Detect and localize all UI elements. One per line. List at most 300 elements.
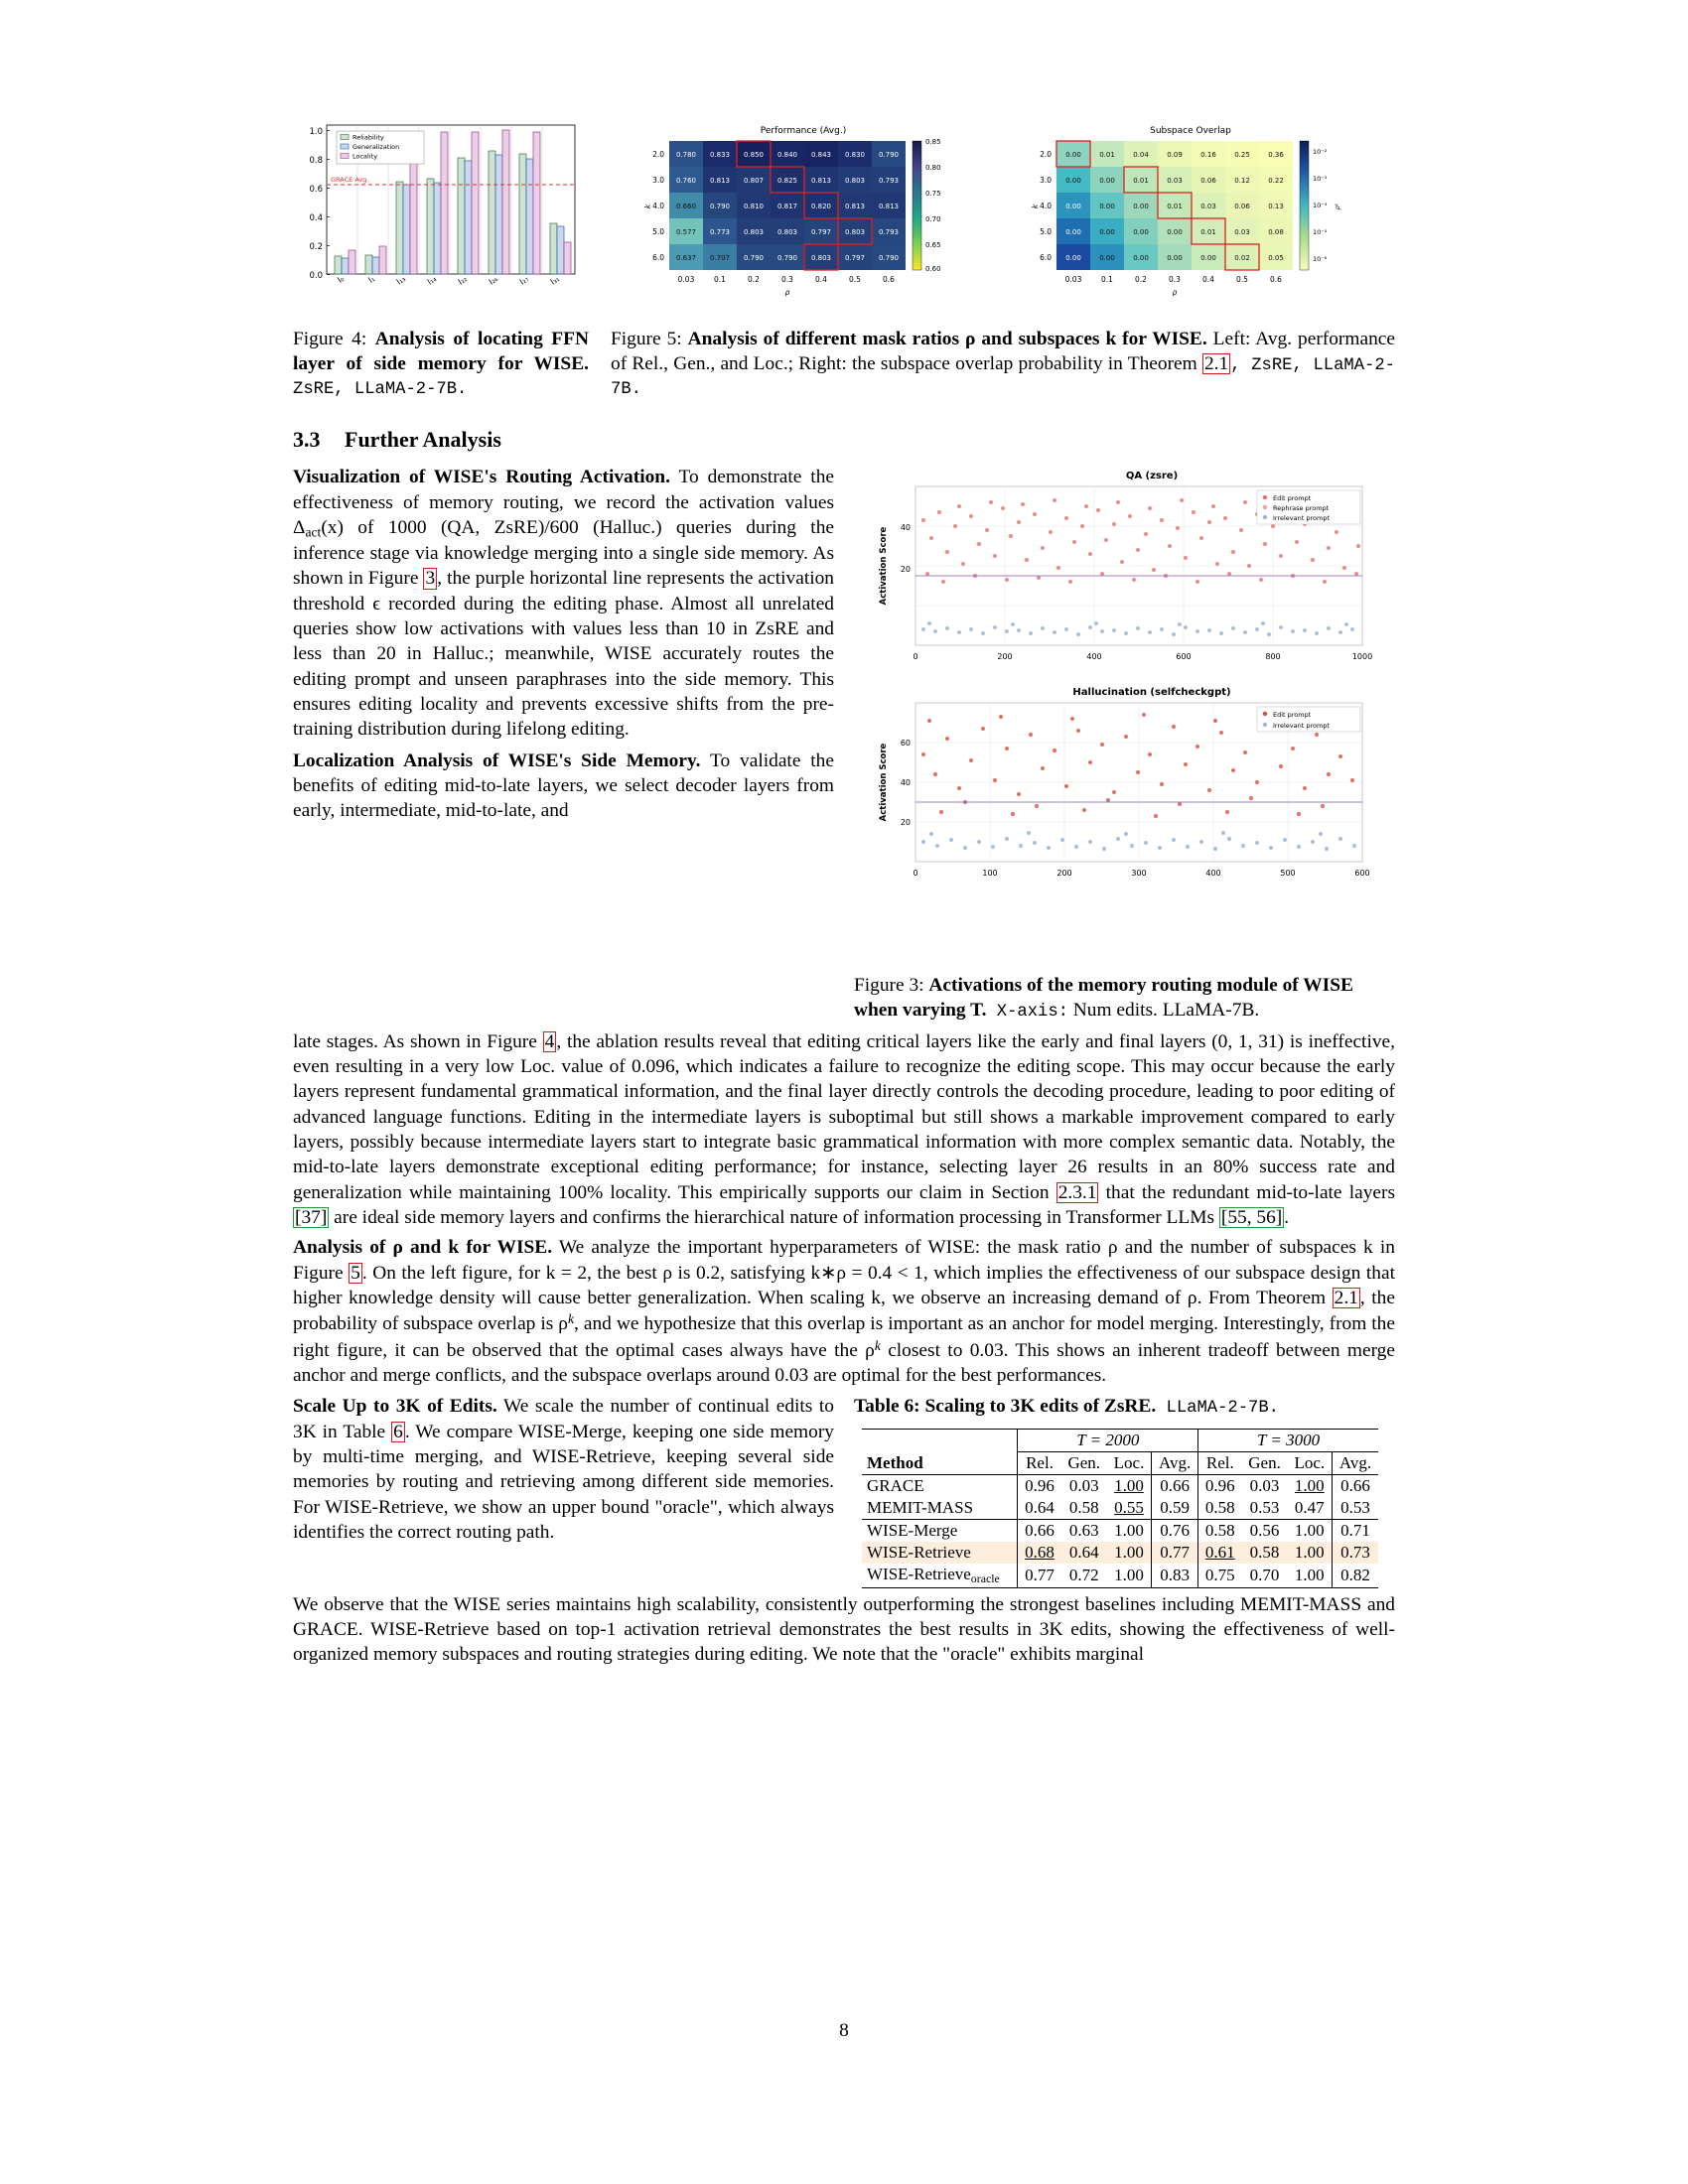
p1-text-b: (x) of 1000 (QA, ZsRE)/600 (Halluc.) queries during the inference stage via knowledge merging into a single side memory. As shown in Figure xyxy=(293,516,834,590)
fig3-bottom-legend xyxy=(1257,707,1360,732)
figure-4-svg xyxy=(293,119,591,318)
svg-text:l₃₁: l₃₁ xyxy=(548,274,562,287)
fig5-right-title: Subspace Overlap xyxy=(1150,126,1231,136)
figure-4-caption-bold: Analysis of locating FFN layer of side memory for WISE. xyxy=(293,329,589,374)
p3-text-d: , and we hypothesize that this overlap is important as an anchor for model merging. Interestingly, from the right figure, it can be observed that the optimal cases always have the ρ xyxy=(293,1313,1395,1361)
svg-text:Rephrase prompt: Rephrase prompt xyxy=(1273,504,1330,513)
svg-text:40: 40 xyxy=(900,778,911,788)
svg-text:4.0: 4.0 xyxy=(652,202,664,210)
p2-text-d: that the redundant mid-to-late layers xyxy=(1098,1181,1395,1203)
svg-text:Activation Score: Activation Score xyxy=(879,527,889,606)
svg-text:0.00: 0.00 xyxy=(1099,254,1115,262)
svg-text:0.00: 0.00 xyxy=(1065,254,1081,262)
svg-text:0.3: 0.3 xyxy=(1169,275,1181,284)
svg-text:0.1: 0.1 xyxy=(1101,275,1113,284)
cell: 0.58 xyxy=(1068,1497,1099,1517)
svg-text:0.16: 0.16 xyxy=(1200,151,1216,159)
figure-3-caption-bold: Activations of the memory routing module of WISE when varying T. xyxy=(854,975,1353,1021)
figure-3-svg xyxy=(854,465,1395,966)
svg-text:0.03: 0.03 xyxy=(1064,275,1082,284)
svg-text:0.813: 0.813 xyxy=(709,177,731,185)
cell: 0.75 xyxy=(1198,1564,1242,1587)
p4-heading: Scale Up to 3K of Edits. xyxy=(293,1396,497,1418)
section-231-ref-link[interactable]: 2.3.1 xyxy=(1057,1181,1097,1203)
th-loc-2: Loc. xyxy=(1294,1452,1326,1472)
table-row xyxy=(862,1497,1378,1520)
table6-block xyxy=(293,1394,1395,1587)
svg-text:0.25: 0.25 xyxy=(1234,151,1250,159)
svg-text:0.03: 0.03 xyxy=(1200,203,1216,210)
citation-37-link[interactable]: [37] xyxy=(295,1207,328,1228)
svg-text:l₁₃: l₁₃ xyxy=(394,274,408,287)
svg-text:Edit prompt: Edit prompt xyxy=(1273,711,1312,720)
paragraph-localization-start xyxy=(293,749,834,824)
svg-text:0.6: 0.6 xyxy=(1270,275,1282,284)
svg-text:0.773: 0.773 xyxy=(709,228,731,236)
svg-text:0.00: 0.00 xyxy=(1167,254,1183,262)
cell: 0.76 xyxy=(1152,1519,1198,1542)
svg-text:0.00: 0.00 xyxy=(1065,177,1081,185)
svg-text:Activation Score: Activation Score xyxy=(879,744,889,822)
svg-text:0.5: 0.5 xyxy=(1236,275,1248,284)
svg-text:0: 0 xyxy=(913,652,918,662)
svg-text:0.00: 0.00 xyxy=(1133,228,1149,236)
svg-text:0.803: 0.803 xyxy=(844,177,866,185)
paper-page xyxy=(293,119,1395,1668)
cell: 1.00 xyxy=(1114,1542,1144,1562)
svg-text:200: 200 xyxy=(1056,869,1072,879)
svg-text:2.0: 2.0 xyxy=(652,150,664,159)
svg-text:0.4: 0.4 xyxy=(309,213,323,223)
fig5-left-heatmap xyxy=(669,141,906,270)
cell: 1.00 xyxy=(1107,1519,1152,1542)
table6-group-t2000: T = 2000 xyxy=(1018,1429,1198,1451)
cell: 0.70 xyxy=(1241,1564,1287,1587)
figure-3-caption-tt: X-axis: xyxy=(986,1002,1068,1022)
svg-text:0.2: 0.2 xyxy=(1135,275,1147,284)
row-method: WISE-Retrieve xyxy=(867,1542,971,1562)
svg-text:l₀: l₀ xyxy=(336,274,347,285)
svg-text:0.12: 0.12 xyxy=(1234,177,1250,185)
table6-method-header: Method xyxy=(862,1429,1018,1474)
svg-text:300: 300 xyxy=(1131,869,1147,879)
table-row xyxy=(862,1474,1378,1497)
cell: 1.00 xyxy=(1107,1474,1152,1497)
table6-caption-tt: LLaMA-2-7B. xyxy=(1156,1399,1279,1419)
cell: 0.71 xyxy=(1332,1519,1378,1542)
svg-text:l₂₂: l₂₂ xyxy=(456,274,470,287)
svg-text:Reliability: Reliability xyxy=(352,133,384,142)
cell: 0.68 xyxy=(1018,1542,1061,1564)
cell: 0.59 xyxy=(1152,1497,1198,1520)
svg-text:0.00: 0.00 xyxy=(1099,177,1115,185)
cell: 1.00 xyxy=(1288,1519,1333,1542)
p3-text-e: closest to 0.03. This shows an inherent tradeoff between merge anchor and merge conflicts, and the subspace overlaps around 0.03 are optimal for the best performances. xyxy=(293,1339,1395,1387)
p4-text-a: We scale the number of continual edits to 3K in Table xyxy=(293,1396,834,1442)
svg-text:0.00: 0.00 xyxy=(1133,203,1149,210)
svg-text:0.803: 0.803 xyxy=(743,228,765,236)
svg-text:ρ: ρ xyxy=(1172,288,1178,297)
p2-text-a: To validate the benefits of editing mid-to-late layers, we select decoder layers from early, intermediate, mid-to-late, and xyxy=(293,750,834,822)
svg-text:4.0: 4.0 xyxy=(1040,202,1052,210)
figure-3-column xyxy=(854,465,1395,1023)
svg-text:k: k xyxy=(1031,204,1040,209)
figure-5-caption-rest-1: Left: Avg. performance of Rel., Gen., and Loc.; Right: the subspace overlap probability in Theorem xyxy=(611,329,1395,374)
cell: 0.03 xyxy=(1061,1474,1107,1497)
svg-text:0.05: 0.05 xyxy=(1268,254,1284,262)
svg-text:10⁻⁵: 10⁻⁵ xyxy=(1313,228,1328,236)
row-method xyxy=(862,1564,1018,1587)
svg-text:0.65: 0.65 xyxy=(925,241,941,249)
table6-caption xyxy=(854,1394,1395,1420)
section-title: Further Analysis xyxy=(345,427,501,453)
svg-text:0.00: 0.00 xyxy=(1200,254,1216,262)
cell: 0.53 xyxy=(1332,1497,1378,1520)
svg-text:3.0: 3.0 xyxy=(652,176,664,185)
svg-text:0.09: 0.09 xyxy=(1167,151,1183,159)
figure3-ref-link[interactable]: 3 xyxy=(425,568,436,590)
th-loc-1: Loc. xyxy=(1113,1452,1145,1472)
svg-text:l₂₆: l₂₆ xyxy=(487,274,500,287)
left-text-column xyxy=(293,465,834,823)
svg-text:0: 0 xyxy=(913,869,918,879)
svg-text:3.0: 3.0 xyxy=(1040,176,1052,185)
table-row-highlighted xyxy=(862,1542,1378,1564)
cell: 1.00 xyxy=(1294,1542,1325,1562)
svg-text:ρ: ρ xyxy=(784,288,790,297)
cell: 0.47 xyxy=(1294,1497,1325,1517)
p2-text-b: late stages. As shown in Figure xyxy=(293,1030,543,1052)
p4-text-b: . We compare WISE-Merge, keeping one side memory by multi-time merging, and WISE-Retrieve, keeping several side memories by routing and retrieving among different side memories. For WISE-Retrieve, we show an upper bound "oracle", which always identifies the correct routing path. xyxy=(293,1421,834,1543)
p3-sup-k2: k xyxy=(874,1337,881,1353)
svg-text:0.00: 0.00 xyxy=(1099,228,1115,236)
scale-up-text xyxy=(293,1394,834,1545)
cell: 0.82 xyxy=(1332,1564,1378,1587)
p2-text-e: are ideal side memory layers and confirms the hierarchical nature of information processing in Transformer LLMs xyxy=(329,1207,1219,1228)
p2-heading: Localization Analysis of WISE's Side Memory. xyxy=(293,750,701,771)
svg-text:0.825: 0.825 xyxy=(776,177,798,185)
svg-text:0.797: 0.797 xyxy=(844,254,866,262)
svg-text:0.06: 0.06 xyxy=(1234,203,1250,210)
cell: 0.77 xyxy=(1152,1542,1198,1564)
svg-text:0.813: 0.813 xyxy=(844,203,866,210)
figure-4-caption xyxy=(293,328,589,401)
fig5-left-title: Performance (Avg.) xyxy=(760,126,847,136)
svg-text:Locality: Locality xyxy=(352,152,378,161)
svg-text:0.790: 0.790 xyxy=(878,254,900,262)
figure-4-label: Figure 4: xyxy=(293,329,367,349)
fig3-bottom-title: Hallucination (selfcheckgpt) xyxy=(1072,687,1231,699)
svg-text:1.0: 1.0 xyxy=(309,127,323,137)
row-method: WISE-Merge xyxy=(862,1519,1018,1542)
svg-text:0.817: 0.817 xyxy=(776,203,798,210)
section-number: 3.3 xyxy=(293,427,321,453)
svg-text:0.577: 0.577 xyxy=(675,228,697,236)
row-method: GRACE xyxy=(862,1474,1018,1497)
th-rel-1: Rel. xyxy=(1018,1451,1061,1474)
svg-text:Irrelevant prompt: Irrelevant prompt xyxy=(1273,722,1331,731)
p1-text-c: , the purple horizontal line represents the activation threshold ϵ recorded during the editing phase. Almost all unrelated queries show low activations with values less than 10 in ZsRE and less than 20 in Halluc.; meanwhile, WISE accurately routes the editing prompt and unseen paraphrases into the side memory. This ensures editing locality and prevents excessive shifts from the pre-training distribution during lifelong editing. xyxy=(293,568,835,741)
svg-text:0.793: 0.793 xyxy=(878,228,900,236)
svg-text:0.803: 0.803 xyxy=(776,228,798,236)
cell: 0.61 xyxy=(1198,1542,1242,1564)
svg-text:0.6: 0.6 xyxy=(883,275,895,284)
svg-text:0.833: 0.833 xyxy=(709,151,731,159)
svg-text:0.70: 0.70 xyxy=(925,215,941,223)
cell: 0.58 xyxy=(1198,1497,1242,1520)
p3-heading: Analysis of ρ and k for WISE. xyxy=(293,1237,553,1259)
svg-text:0.793: 0.793 xyxy=(878,177,900,185)
svg-text:6.0: 6.0 xyxy=(1040,253,1052,262)
fig5-right-heatmap xyxy=(1056,141,1293,270)
table6-caption-bold: Scaling to 3K edits of ZsRE. xyxy=(919,1396,1157,1418)
p3-text-b: . On the left figure, for k = 2, the best ρ is 0.2, satisfying k∗ρ = 0.4 < 1, which implies the effectiveness of our subspace design that higher knowledge density will cause better generalization. When scaling k, we observe an increasing demand of ρ. From Theorem xyxy=(293,1262,1395,1308)
cell: 0.77 xyxy=(1018,1564,1061,1587)
figure-4-caption-rest: ZsRE, LLaMA-2-7B. xyxy=(293,380,468,400)
svg-text:0.03: 0.03 xyxy=(1167,177,1183,185)
p1-subscript: act xyxy=(305,524,322,540)
svg-text:0.22: 0.22 xyxy=(1268,177,1284,185)
svg-text:600: 600 xyxy=(1354,869,1370,879)
table6 xyxy=(862,1429,1378,1588)
table6-group-header-row xyxy=(862,1429,1378,1451)
p1-text-a: To demonstrate the effectiveness of memory routing, we record the activation values Δ xyxy=(293,467,834,538)
svg-text:0.00: 0.00 xyxy=(1133,254,1149,262)
svg-text:0.85: 0.85 xyxy=(925,138,941,146)
svg-text:0.790: 0.790 xyxy=(878,151,900,159)
svg-text:0.03: 0.03 xyxy=(1234,228,1250,236)
svg-text:0.790: 0.790 xyxy=(743,254,765,262)
svg-text:0.08: 0.08 xyxy=(1268,228,1284,236)
p3-sup-k: k xyxy=(567,1311,575,1327)
p3-text-a: We analyze the important hyperparameters of WISE: the mask ratio ρ and the number of subspaces k in Figure xyxy=(293,1237,1395,1284)
svg-text:0.06: 0.06 xyxy=(1200,177,1216,185)
body-closing-paragraph xyxy=(293,1592,1395,1668)
figure-3-caption xyxy=(854,974,1395,1023)
svg-text:0.03: 0.03 xyxy=(677,275,695,284)
svg-text:0.790: 0.790 xyxy=(776,254,798,262)
svg-text:0.2: 0.2 xyxy=(748,275,760,284)
th-avg-1: Avg. xyxy=(1152,1451,1198,1474)
svg-text:0.850: 0.850 xyxy=(743,151,765,159)
svg-text:0.0: 0.0 xyxy=(309,271,323,281)
svg-text:40: 40 xyxy=(900,523,911,533)
figure-5-caption-rest-2: , ZsRE, LLaMA-2-7B. xyxy=(611,355,1395,400)
svg-text:60: 60 xyxy=(900,739,911,749)
svg-text:k: k xyxy=(643,204,652,209)
table6-group-t3000: T = 3000 xyxy=(1198,1429,1378,1451)
svg-text:0.813: 0.813 xyxy=(878,203,900,210)
cell: 0.53 xyxy=(1249,1497,1280,1517)
svg-text:0.80: 0.80 xyxy=(925,164,941,172)
svg-text:0.01: 0.01 xyxy=(1167,203,1183,210)
svg-text:0.00: 0.00 xyxy=(1065,203,1081,210)
svg-text:0.6: 0.6 xyxy=(309,185,323,195)
svg-text:0.843: 0.843 xyxy=(810,151,832,159)
svg-text:0.75: 0.75 xyxy=(925,190,941,198)
cell: 1.00 xyxy=(1107,1564,1152,1587)
p5-text: We observe that the WISE series maintains high scalability, consistently outperforming the strongest baselines including MEMIT-MASS and GRACE. WISE-Retrieve based on top-1 activation retrieval demonstrates the best results in 3K edits, showing the effectiveness of well-organized memory subspaces and routing strategies during editing. We note that the "oracle" exhibits marginal xyxy=(293,1593,1395,1666)
cell: 0.66 xyxy=(1152,1474,1198,1497)
svg-text:Generalization: Generalization xyxy=(352,143,400,151)
svg-text:Irrelevant prompt: Irrelevant prompt xyxy=(1273,514,1331,523)
svg-text:0.04: 0.04 xyxy=(1133,151,1149,159)
svg-text:0.36: 0.36 xyxy=(1268,151,1284,159)
cell: 0.73 xyxy=(1332,1542,1378,1564)
svg-text:0.01: 0.01 xyxy=(1200,228,1216,236)
svg-text:0.4: 0.4 xyxy=(815,275,827,284)
svg-text:20: 20 xyxy=(900,818,911,828)
svg-text:0.60: 0.60 xyxy=(925,265,941,273)
svg-text:0.830: 0.830 xyxy=(844,151,866,159)
cell: 0.64 xyxy=(1068,1542,1099,1562)
cell: 0.66 xyxy=(1018,1519,1061,1542)
svg-text:ρᵏ: ρᵏ xyxy=(1334,203,1341,210)
svg-text:0.780: 0.780 xyxy=(675,151,697,159)
section-heading xyxy=(293,427,1395,453)
cell: 0.58 xyxy=(1198,1519,1242,1542)
figure5-ref-link[interactable]: 5 xyxy=(351,1262,360,1284)
svg-text:Edit prompt: Edit prompt xyxy=(1273,494,1312,503)
page-number: 8 xyxy=(839,2020,849,2041)
svg-text:5.0: 5.0 xyxy=(652,227,664,236)
svg-text:2.0: 2.0 xyxy=(1040,150,1052,159)
fig3-top-title: QA (zsre) xyxy=(1125,471,1179,482)
cell: 0.56 xyxy=(1241,1519,1287,1542)
figure4-ref-link[interactable]: 4 xyxy=(544,1030,555,1052)
cell: 0.55 xyxy=(1114,1497,1144,1517)
row-method: MEMIT-MASS xyxy=(867,1497,974,1517)
figure-3-caption-rest: Num edits. LLaMA-7B. xyxy=(1067,999,1260,1021)
svg-text:10⁻²: 10⁻² xyxy=(1313,148,1328,156)
svg-text:100: 100 xyxy=(982,869,998,879)
svg-text:0.00: 0.00 xyxy=(1065,228,1081,236)
figure-3-label: Figure 3: xyxy=(854,975,924,997)
svg-text:0.00: 0.00 xyxy=(1167,228,1183,236)
cell: 0.83 xyxy=(1152,1564,1198,1587)
svg-text:0.01: 0.01 xyxy=(1099,151,1115,159)
cell: 0.96 xyxy=(1198,1474,1242,1497)
p1-heading: Visualization of WISE's Routing Activation. xyxy=(293,467,670,488)
svg-text:0.790: 0.790 xyxy=(709,203,731,210)
svg-text:200: 200 xyxy=(997,652,1013,662)
svg-text:0.820: 0.820 xyxy=(810,203,832,210)
svg-text:800: 800 xyxy=(1265,652,1281,662)
svg-text:0.760: 0.760 xyxy=(675,177,697,185)
p2-text-c: , the ablation results reveal that editing critical layers like the early and final layers (0, 1, 31) is ineffective, even resulting in a very low Loc. value of 0.096, which indicates a failure to recognize the editing scope. This may occur because the early layers represent fundamental grammatical information, and the final layer directly controls the decoding procedure, leading to poor editing of advanced language functions. Editing in the intermediate layers is suboptimal but still shows a markable improvement compared to early layers, possibly because intermediate layers start to integrate basic grammatical information with more complex semantic data. Notably, the mid-to-late layers demonstrate exceptional editing performance; for instance, selecting layer 26 results in an 80% success rate and generalization while maintaining 100% locality. This empirically supports our claim in Section xyxy=(293,1030,1395,1203)
svg-text:0.8: 0.8 xyxy=(309,156,323,166)
svg-text:10⁻³: 10⁻³ xyxy=(1313,175,1328,183)
svg-text:0.803: 0.803 xyxy=(810,254,832,262)
cell: 1.00 xyxy=(1288,1564,1333,1587)
cell: 1.00 xyxy=(1288,1474,1333,1497)
theorem-21-ref-link[interactable]: 2.1 xyxy=(1334,1287,1358,1308)
svg-text:0.13: 0.13 xyxy=(1268,203,1284,210)
svg-text:5.0: 5.0 xyxy=(1040,227,1052,236)
figure-5-label: Figure 5: xyxy=(611,329,682,349)
svg-text:600: 600 xyxy=(1176,652,1192,662)
svg-text:0.4: 0.4 xyxy=(1202,275,1214,284)
svg-text:0.813: 0.813 xyxy=(810,177,832,185)
svg-text:400: 400 xyxy=(1205,869,1221,879)
svg-text:500: 500 xyxy=(1280,869,1296,879)
svg-text:0.1: 0.1 xyxy=(714,275,726,284)
figure-5-caption-bold: Analysis of different mask ratios ρ and subspaces k for WISE. xyxy=(687,329,1207,349)
th-avg-2: Avg. xyxy=(1332,1451,1378,1474)
svg-text:0.797: 0.797 xyxy=(810,228,832,236)
svg-text:0.807: 0.807 xyxy=(743,177,765,185)
svg-text:400: 400 xyxy=(1086,652,1102,662)
p3-text-c: , the probability of subspace overlap is ρ xyxy=(293,1287,1395,1335)
svg-text:0.840: 0.840 xyxy=(776,151,798,159)
figure-5-caption xyxy=(611,328,1395,401)
cell: 0.72 xyxy=(1061,1564,1107,1587)
figure-4-chart xyxy=(293,119,591,318)
svg-text:0.707: 0.707 xyxy=(709,254,731,262)
row-method-subscript: oracle xyxy=(970,1570,1000,1585)
svg-text:0.2: 0.2 xyxy=(309,242,323,252)
paragraph-routing-activation xyxy=(293,465,834,742)
row-method-label: WISE-Retrieve xyxy=(867,1564,971,1583)
table6-label: Table 6: xyxy=(854,1396,920,1418)
table-row xyxy=(862,1519,1378,1542)
svg-text:0.660: 0.660 xyxy=(675,203,697,210)
figure-captions xyxy=(293,328,1395,401)
cell: 0.03 xyxy=(1241,1474,1287,1497)
text-and-figure3 xyxy=(293,465,1395,1023)
cell: 0.58 xyxy=(1249,1542,1280,1562)
theorem-ref-link[interactable]: 2.1 xyxy=(1203,352,1229,374)
p2-text-f: . xyxy=(1284,1207,1290,1228)
svg-text:l₁₄: l₁₄ xyxy=(425,274,439,287)
fig3-top-legend xyxy=(1257,490,1360,524)
th-gen-2: Gen. xyxy=(1248,1452,1281,1472)
svg-text:l₁: l₁ xyxy=(366,274,377,285)
svg-text:20: 20 xyxy=(900,565,911,575)
svg-text:0.803: 0.803 xyxy=(844,228,866,236)
figures-row xyxy=(293,119,1395,318)
svg-text:0.810: 0.810 xyxy=(743,203,765,210)
cell: 0.96 xyxy=(1018,1474,1061,1497)
th-rel-2: Rel. xyxy=(1198,1451,1242,1474)
svg-text:0.01: 0.01 xyxy=(1133,177,1149,185)
svg-text:6.0: 6.0 xyxy=(652,253,664,262)
figure-5-charts xyxy=(605,119,1389,318)
cell: 0.66 xyxy=(1332,1474,1378,1497)
th-gen-1: Gen. xyxy=(1067,1452,1101,1472)
citation-55-56-link[interactable]: [55, 56] xyxy=(1220,1207,1283,1228)
svg-text:0.5: 0.5 xyxy=(849,275,861,284)
svg-text:10⁻⁶: 10⁻⁶ xyxy=(1313,255,1328,263)
table-row xyxy=(862,1564,1378,1587)
table6-ref-link[interactable]: 6 xyxy=(393,1421,403,1442)
svg-text:10⁻⁴: 10⁻⁴ xyxy=(1313,202,1328,209)
cell: 0.63 xyxy=(1061,1519,1107,1542)
table6-column xyxy=(854,1394,1395,1587)
svg-text:0.00: 0.00 xyxy=(1065,151,1081,159)
body-localization xyxy=(293,1029,1395,1231)
cell: 0.64 xyxy=(1018,1497,1061,1520)
svg-text:0.00: 0.00 xyxy=(1099,203,1115,210)
figure-5-svg xyxy=(605,119,1389,318)
svg-text:GRACE Avg.: GRACE Avg. xyxy=(331,176,369,184)
body-rho-k-analysis xyxy=(293,1235,1395,1388)
svg-text:0.637: 0.637 xyxy=(675,254,697,262)
svg-text:1000: 1000 xyxy=(1351,652,1373,662)
svg-text:0.3: 0.3 xyxy=(781,275,793,284)
svg-text:0.02: 0.02 xyxy=(1234,254,1250,262)
svg-text:l₂₇: l₂₇ xyxy=(517,274,531,287)
